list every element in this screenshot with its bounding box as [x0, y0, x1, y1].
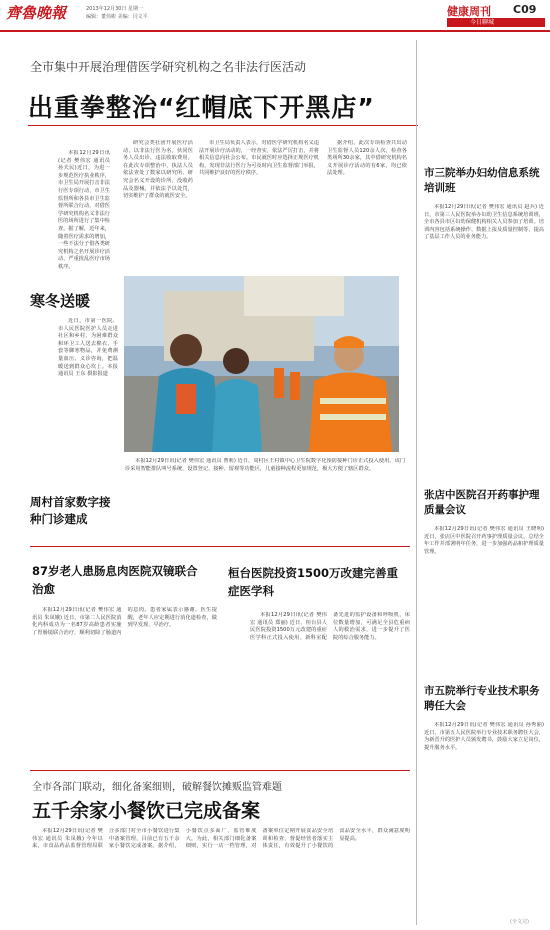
sidebar-story-1-body: 本报12月29日讯(记者 樊伟宏 通讯员 赵兵) 近日，市第三人民医院举办妇幼卫生信息系统培训班，全市各县市区妇幼保健机构相关人员参加了培训。培训内容包括系统操作、数据上报及质量控制等，提高了基层工作人员的业务能力。: [424, 204, 544, 241]
sidebar-story-2-body: 本报12月29日讯(记者 樊伟宏 通讯员 王晓明) 近日，张店区中医院召开药事护理质量会议，总结全年工作并部署明年任务，进一步加强药品和护理质量管理。: [424, 526, 544, 555]
lead-body-col3: 市卫生局负责人表示，对借医学研究机构名义违法开展诊疗活动的，一经查实，依法严厉打击，并将相关信息向社会公布。市民就医时应选择正规医疗机构，发现非法行医行为可及时向卫生监督部门举报，共同维护良好的医疗秩序。: [199, 140, 319, 177]
elder-title: 87岁老人患肠息肉医院双镜联合治愈: [32, 564, 198, 596]
sidebar-story-3-title: 市五院举行专业技术职务聘任大会: [424, 685, 540, 712]
lead-kicker: 全市集中开展治理借医学研究机构之名非法行医活动: [30, 60, 307, 74]
page-number: C09: [513, 3, 537, 16]
food-headline: 五千余家小餐饮已完成备案: [32, 800, 261, 822]
sidebar-story-3: [424, 684, 544, 922]
lead-underline: [28, 125, 418, 126]
clinic-body: 本报12月29日讯(记者 樊伟宏 通讯员 曹莉) 近日，周村区王村镇中心卫生院数字化预防接种门诊正式投入使用。该门诊采用智能排队叫号系统，设置登记、接种、留观等功能区，儿童接种流程更加规范，极大方便了辖区群众。: [125, 458, 405, 472]
sidebar-story-1: [424, 166, 544, 454]
invest-title: 桓台医院投资1500万改建完善重症医学科: [228, 566, 399, 598]
newspaper-logo: 齊魯晚報: [6, 4, 67, 22]
food-top-rule: [30, 770, 410, 771]
editor-line: 编辑：董伟彬 美编：闫文平: [86, 14, 148, 20]
sidebar-divider: [416, 40, 417, 925]
food-kicker: 全市各部门联动，细化备案细则，破解餐饮摊贩监管难题: [32, 782, 282, 793]
food-body: 本报12月29日讯(记者 樊伟宏 通讯员 朱凤娥) 今年以来，市食品药品监督管理局联合多部门对全市小餐饮进行集中备案管理，目前已有五千余家小餐饮完成备案。据介绍，小餐饮点多面广，监管难度大。为此，相关部门细化备案细则，实行一店一档管理，对备案单位定期开展食品安全培训和检查，督促经营者落实主体责任，有效提升了小餐饮的食品安全水平，群众满意度明显提高。: [32, 828, 410, 850]
masthead: [0, 0, 550, 32]
header-rule: [0, 30, 550, 32]
clinic-title: 周村首家数字接种门诊建成: [30, 495, 111, 526]
sub-label-bar: [447, 18, 545, 27]
invest-body: 本报12月29日讯(记者 樊伟宏 通讯员 郑丽) 近日，桓台县人民医院投资1500万元改建的重症医学科正式投入使用。新科室配备先进的监护设备和呼吸机，床位数量增加，可满足全县危重病人的救治需求，进一步提升了医院的综合服务能力。: [250, 612, 410, 641]
lead-body-col4: 据介绍，此次专项检查共出动卫生监督人员120余人次，检查各类场所30余家，其中借研究机构名义开展诊疗活动的有6家，均已依法处理。: [327, 140, 407, 177]
sidebar-story-2-title: 张店中医院召开药事护理质量会议: [424, 489, 540, 516]
footer-note: (全文完): [510, 919, 529, 925]
section-title: 健康周刊: [447, 5, 491, 18]
date-line: 2013年12月30日 星期一: [86, 6, 144, 12]
lead-body-col2: 研究会类社团开展医疗活动，以非法行医为名，伙同医务人员出诊，违法收取费用。在此次专项整治中，执法人员依法查处了数家以研究所、研究会名义开设的诊所，没收药品及器械，并依法予以处罚，切实维护了群众的就医安全。: [123, 140, 193, 200]
sub-label: 今日聊城: [470, 19, 495, 26]
sidebar-story-3-body: 本报12月29日讯(记者 樊伟宏 通讯员 孙秀丽) 近日，市第五人民医院举行专业技术职务聘任大会，为新晋升的医护人员颁发聘书，鼓励大家立足岗位，提升服务水平。: [424, 722, 544, 751]
sidebar-story-2: [424, 488, 544, 676]
sidebar-story-1-title: 市三院举办妇幼信息系统培训班: [424, 167, 540, 194]
lead-body-col1: 本报12月29日讯(记者 樊伟宏 通讯员 孙夫民)近日，为进一步规范医疗执业秩序，市卫生局开展打击非法行医专项行动，市卫生监督所和各县市卫生监督所联合行动，对借医学研究机构名义非法行医的场所进行了集中检查。据了解，近年来，随着医疗需求的增加，一些不法分子借各类研究机构之名开展诊疗活动，严重扰乱医疗市场秩序。: [58, 150, 110, 270]
lead-headline: 出重拳整治“红帽底下开黑店”: [28, 93, 375, 122]
clinic-rule: [30, 546, 410, 547]
warm-title: 寒冬送暖: [30, 292, 91, 310]
news-photo: [124, 276, 399, 452]
elder-body: 本报12月29日讯(记者 樊伟宏 通讯员 朱凤娥) 近日，市第二人民医院消化内科成功为一名87岁高龄患者实施了胃肠镜联合治疗，顺利切除了肠道内的息肉。患者家属表示感谢。医生提醒，老年人应定期进行消化道检查，做到早发现、早治疗。: [32, 607, 217, 636]
warm-body: 近日，市第一医院、市人民医院医护人员走进社区和乡村，为困难群众和环卫工人送去棉衣、手套等御寒物品，并免费测量血压、义诊咨询，把温暖送到群众心坎上。本报通讯员 王东 摄影报道: [58, 318, 118, 378]
